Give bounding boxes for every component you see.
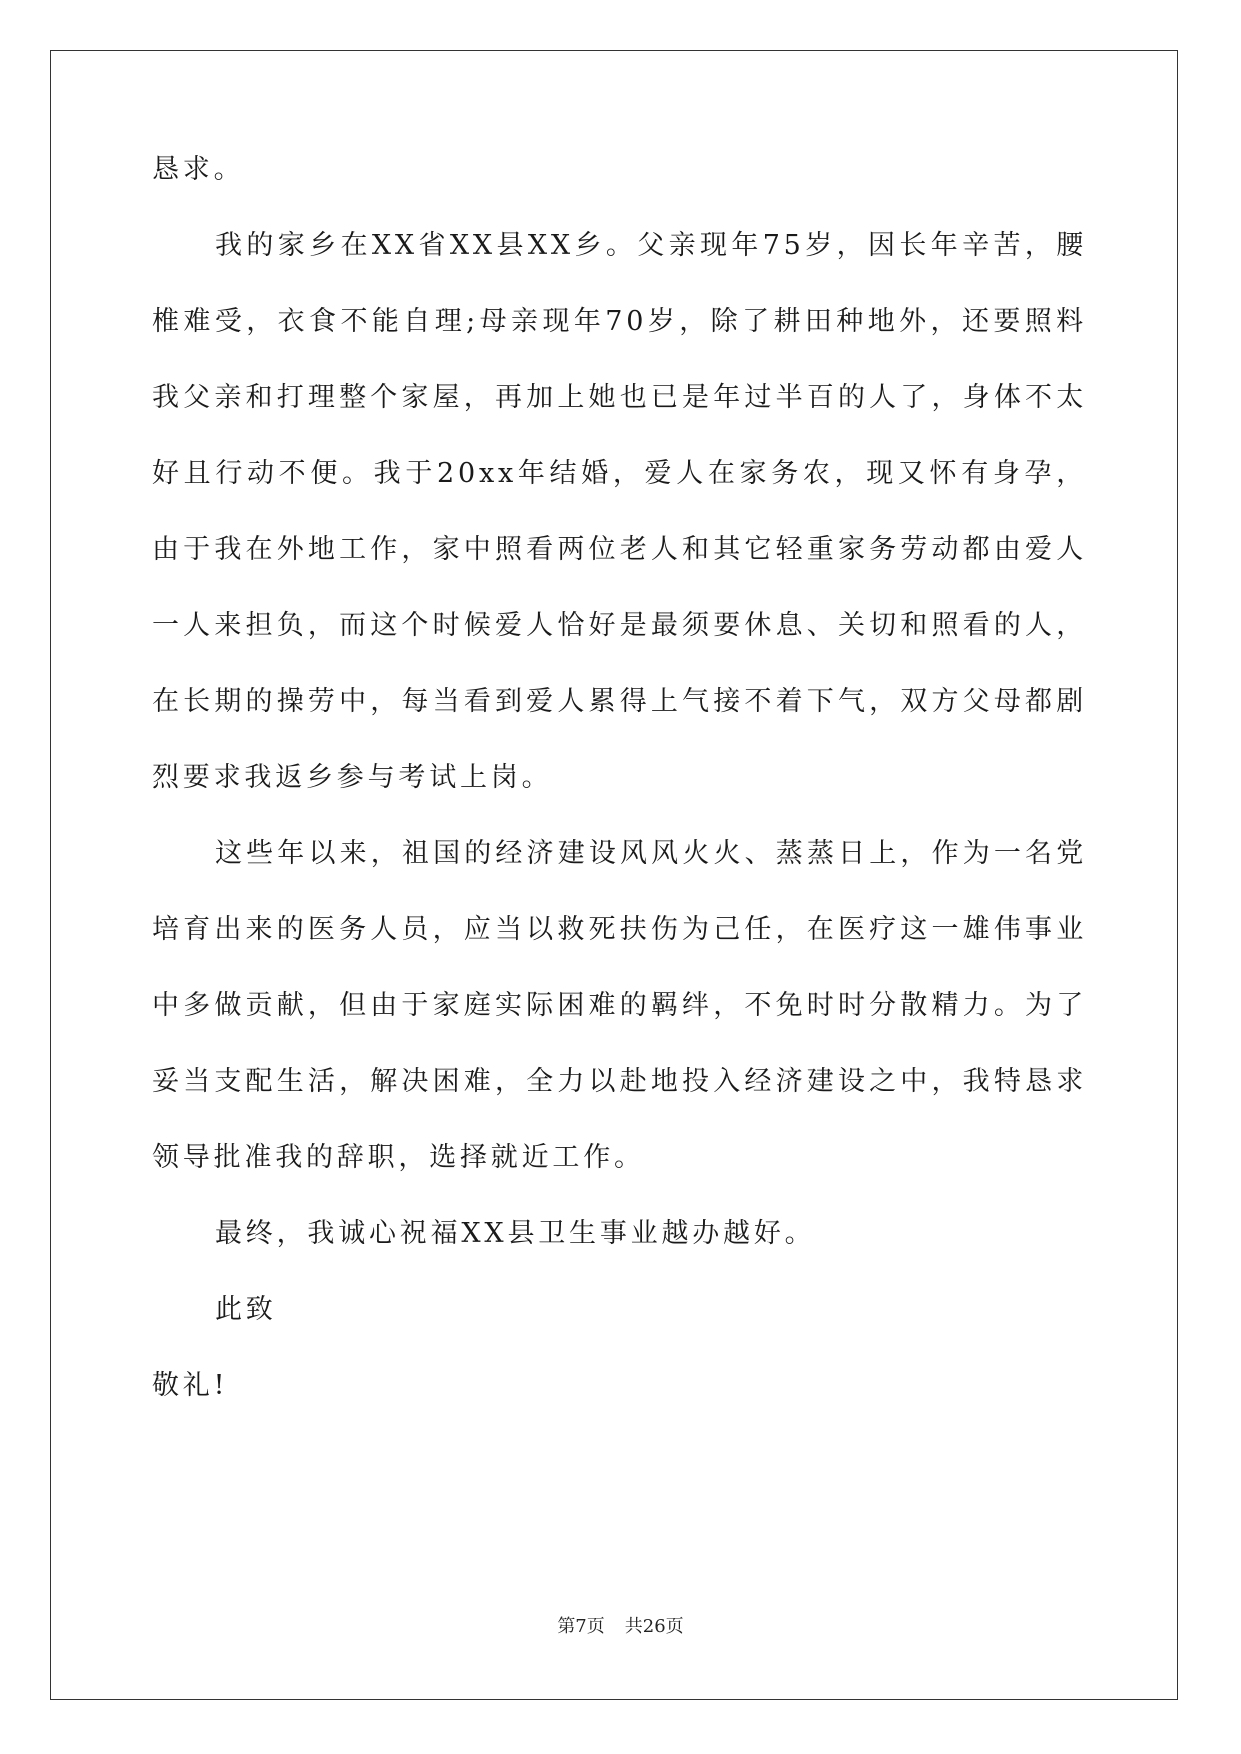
paragraph: 敬礼! [152,1370,229,1401]
paragraph: 此致 [215,1294,277,1325]
document-body [152,154,1087,1424]
paragraph: 最终，我诚心祝福XX县卫生事业越办越好。 [215,1218,816,1249]
page-footer [0,1612,1241,1638]
paragraph: 我的家乡在XX省XX县XX乡。父亲现年75岁，因长年辛苦，腰椎难受，衣食不能自理;母亲现年70岁，除了耕田种地外，还要照料我父亲和打理整个家屋，再加上她也已是年过半百的人了，身体不太好且行动不便。我于20xx年结婚，爱人在家务农，现又怀有身孕，由于我在外地工作，家中照看两位老人和其它轻重家务劳动都由爱人一人来担负，而这个时候爱人恰好是最须要休息、关切和照看的人，在长期的操劳中，每当看到爱人累得上气接不着下气，双方父母都剧烈要求我返乡参与考试上岗。 [152,230,1087,793]
paragraph: 这些年以来，祖国的经济建设风风火火、蒸蒸日上，作为一名党培育出来的医务人员，应当以救死扶伤为己任，在医疗这一雄伟事业中多做贡献，但由于家庭实际困难的羁绊，不免时时分散精力。为了妥当支配生活，解决困难，全力以赴地投入经济建设之中，我特恳求领导批准我的辞职，选择就近工作。 [152,838,1087,1173]
page-number-total: 共26页 [624,1616,684,1637]
page-number-current: 第7页 [557,1616,605,1637]
paragraph: 恳求。 [152,154,245,185]
